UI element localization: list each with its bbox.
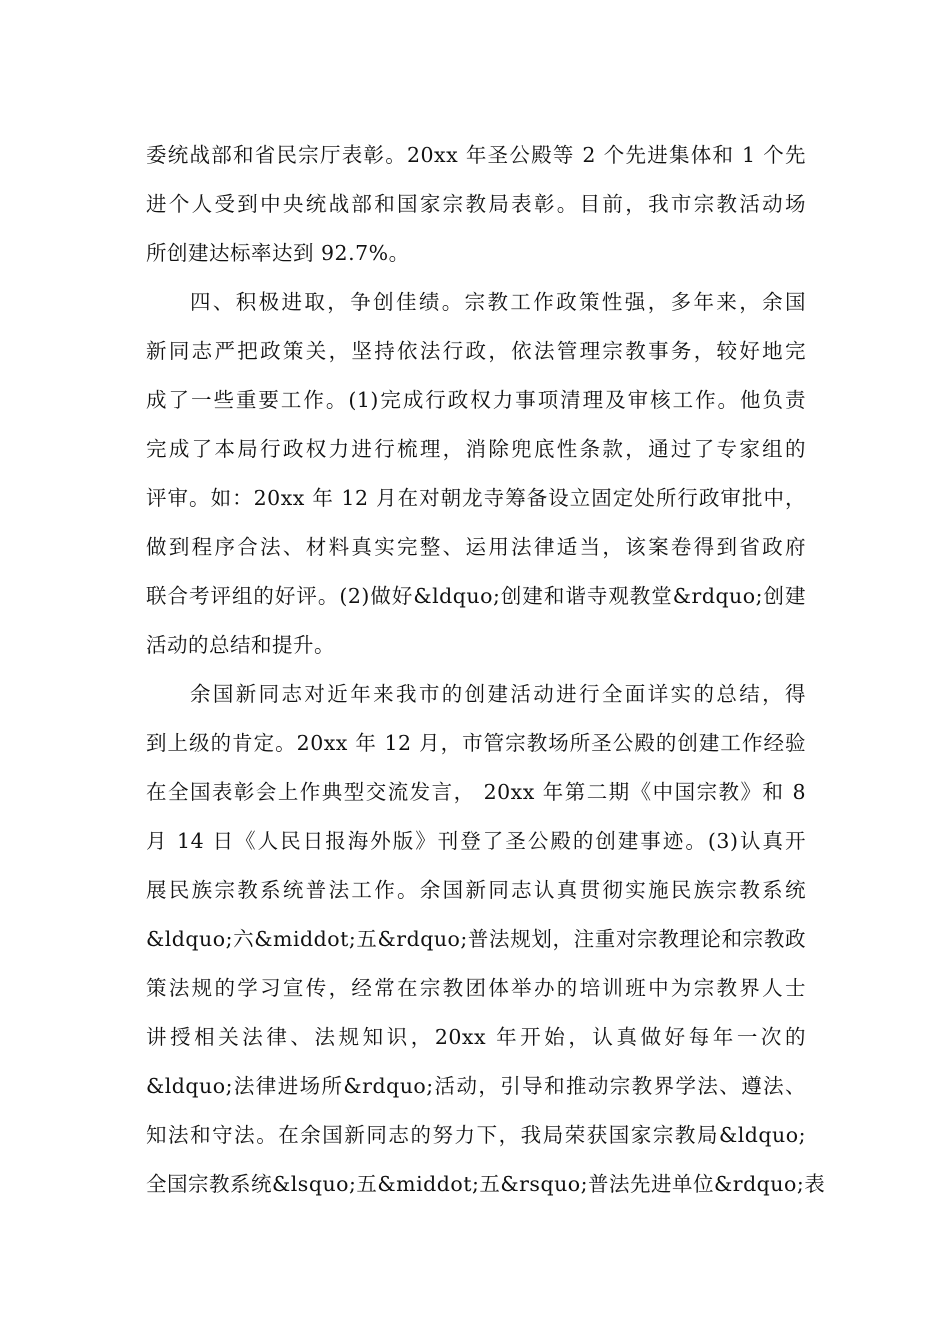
text-line: 所创建达标率达到 92.7%。 — [146, 241, 410, 265]
text-line: 全国宗教系统&lsquo;五&middot;五&rsquo;普法先进单位&rdquo;表 — [146, 1172, 826, 1196]
text-line: 到上级的肯定。20xx 年 12 月，市管宗教场所圣公殿的创建工作经验 — [146, 731, 806, 755]
text-line: 月 14 日《人民日报海外版》刊登了圣公殿的创建事迹。(3)认真开 — [146, 829, 806, 853]
text-line: 委统战部和省民宗厅表彰。20xx 年圣公殿等 2 个先进集体和 1 个先 — [146, 143, 806, 167]
text-line: 策法规的学习宣传，经常在宗教团体举办的培训班中为宗教界人士 — [146, 976, 806, 1000]
text-line: 做到程序合法、材料真实完整、运用法律适当，该案卷得到省政府 — [146, 535, 806, 559]
text-line: 展民族宗教系统普法工作。余国新同志认真贯彻实施民族宗教系统 — [146, 878, 806, 902]
text-line: &ldquo;六&middot;五&rdquo;普法规划，注重对宗教理论和宗教政 — [146, 927, 806, 951]
text-line: 四、积极进取，争创佳绩。宗教工作政策性强，多年来，余国 — [190, 290, 806, 314]
text-line: 联合考评组的好评。(2)做好&ldquo;创建和谐寺观教堂&rdquo;创建 — [146, 584, 806, 608]
text-line: 完成了本局行政权力进行梳理，消除兜底性条款，通过了专家组的 — [146, 437, 806, 461]
text-line: 评审。如：20xx 年 12 月在对朝龙寺筹备设立固定处所行政审批中， — [146, 486, 806, 510]
text-line: 余国新同志对近年来我市的创建活动进行全面详实的总结，得 — [190, 682, 806, 706]
text-line: 新同志严把政策关，坚持依法行政，依法管理宗教事务，较好地完 — [146, 339, 806, 363]
text-line: 在全国表彰会上作典型交流发言， 20xx 年第二期《中国宗教》和 8 — [146, 780, 806, 804]
text-line: 知法和守法。在余国新同志的努力下，我局荣获国家宗教局&ldquo; — [146, 1123, 806, 1147]
text-line: 活动的总结和提升。 — [146, 633, 335, 657]
text-line: 成了一些重要工作。(1)完成行政权力事项清理及审核工作。他负责 — [146, 388, 806, 412]
document-page — [146, 131, 826, 1209]
text-line: 讲授相关法律、法规知识，20xx 年开始，认真做好每年一次的 — [146, 1025, 806, 1049]
text-line: &ldquo;法律进场所&rdquo;活动，引导和推动宗教界学法、遵法、 — [146, 1074, 806, 1098]
text-line: 进个人受到中央统战部和国家宗教局表彰。目前，我市宗教活动场 — [146, 192, 806, 216]
